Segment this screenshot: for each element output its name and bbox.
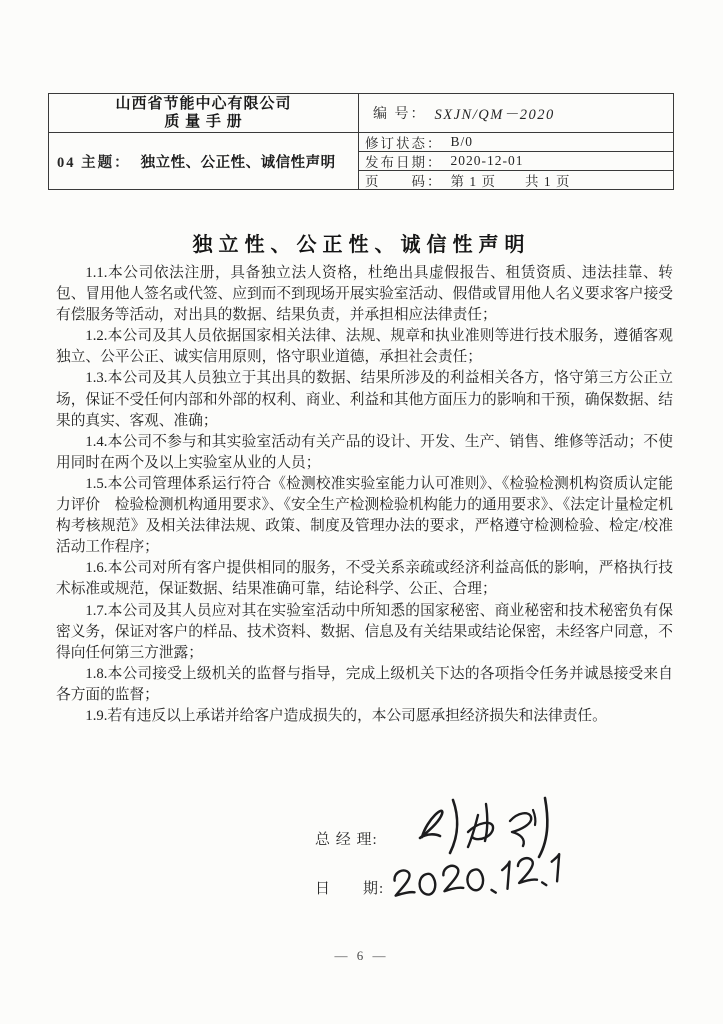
paragraph-1-9: 1.9.若有违反以上承诺并给客户造成损失的，本公司愿承担经济损失和法律责任。 <box>85 707 607 724</box>
issue-date-label: 发布日期： <box>365 155 443 170</box>
header-doc-number-cell <box>359 94 673 133</box>
paragraph-1-1: 1.1.本公司依法注册，具备独立法人资格，杜绝出具虚假报告、租赁资质、违法挂靠、转包、冒用他人签名或代签、应到而不到现场开展实验室活动、假借或冒用他人名义要求客户接受有偿服务等活动，对出具的数据、结果负责，并承担相应法律责任； <box>56 265 673 324</box>
company-name: 山西省节能中心有限公司 <box>115 96 292 112</box>
paragraph-1-3: 1.3.本公司及其人员独立于其出具的数据、结果所涉及的利益相关各方，恪守第三方公正立场，保证不受任何内部和外部的权利、商业、利益和其他方面压力的影响和干预，确保数据、结果的真实、客观、准确； <box>56 370 673 429</box>
manual-title: 质 量 手 册 <box>164 114 243 130</box>
general-manager-label: 总 经 理: <box>315 832 378 848</box>
page-code-value: 第 1 页 共 1 页 <box>450 174 571 189</box>
paragraph-1-8: 1.8.本公司接受上级机关的监督与指导，完成上级机关下达的各项指令任务并诚恳接受来自各方面的监督； <box>56 665 673 703</box>
footer-page-number: — 6 — <box>334 948 389 963</box>
header-subject-cell <box>49 133 359 189</box>
header-revision-cell <box>359 133 673 152</box>
page-code-label: 页 码： <box>365 174 443 189</box>
header-company-cell <box>49 94 359 133</box>
revision-value: B/0 <box>450 134 474 149</box>
document-header-table <box>48 93 674 190</box>
paragraph-1-5: 1.5.本公司管理体系运行符合《检测校准实验室能力认可准则》、《检验检测机构资质认定能力评价 检验检测机构通用要求》、《安全生产检测检验机构能力的通用要求》、《法定计量检定机构考核规范》及相关法律法规、政策、制度及管理办法的要求，严格遵守检测检验、检定/校准活动工作程序； <box>56 475 673 556</box>
paragraph-1-6: 1.6.本公司对所有客户提供相同的服务，不受关系亲疏或经济利益高低的影响，严格执行技术标准或规范，保证数据、结果准确可靠，结论科学、公正、合理； <box>56 560 673 598</box>
paragraph-1-7: 1.7.本公司及其人员应对其在实验室活动中所知悉的国家秘密、商业秘密和技术秘密负有保密义务，保证对客户的样品、技术资料、数据、信息及有关结果或结论保密，未经客户同意，不得向任何第三方泄露； <box>56 602 673 661</box>
paragraph-1-2: 1.2.本公司及其人员依据国家相关法律、法规、规章和执业准则等进行技术服务，遵循客观独立、公平公正、诚实信用原则，恪守职业道德，承担社会责任； <box>56 328 673 366</box>
paragraph-1-4: 1.4.本公司不参与和其实验室活动有关产品的设计、开发、生产、销售、维修等活动；不使用同时在两个及以上实验室从业的人员； <box>56 433 673 471</box>
subject-label: 04 主题： <box>57 154 131 171</box>
header-issue-date-cell <box>359 152 673 171</box>
header-page-code-cell <box>359 171 673 189</box>
page-title: 独立性、公正性、诚信性声明 <box>192 234 531 256</box>
doc-number-label: 编 号： <box>373 107 427 122</box>
date-handwriting <box>383 850 568 917</box>
subject-value: 独立性、公正性、诚信性声明 <box>140 154 336 171</box>
doc-number-value: SXJN/QM－2020 <box>434 106 555 123</box>
declaration-body <box>56 263 673 727</box>
date-label: 日 期: <box>315 881 385 897</box>
issue-date-value: 2020-12-01 <box>450 153 524 168</box>
revision-label: 修订状态： <box>365 136 443 151</box>
